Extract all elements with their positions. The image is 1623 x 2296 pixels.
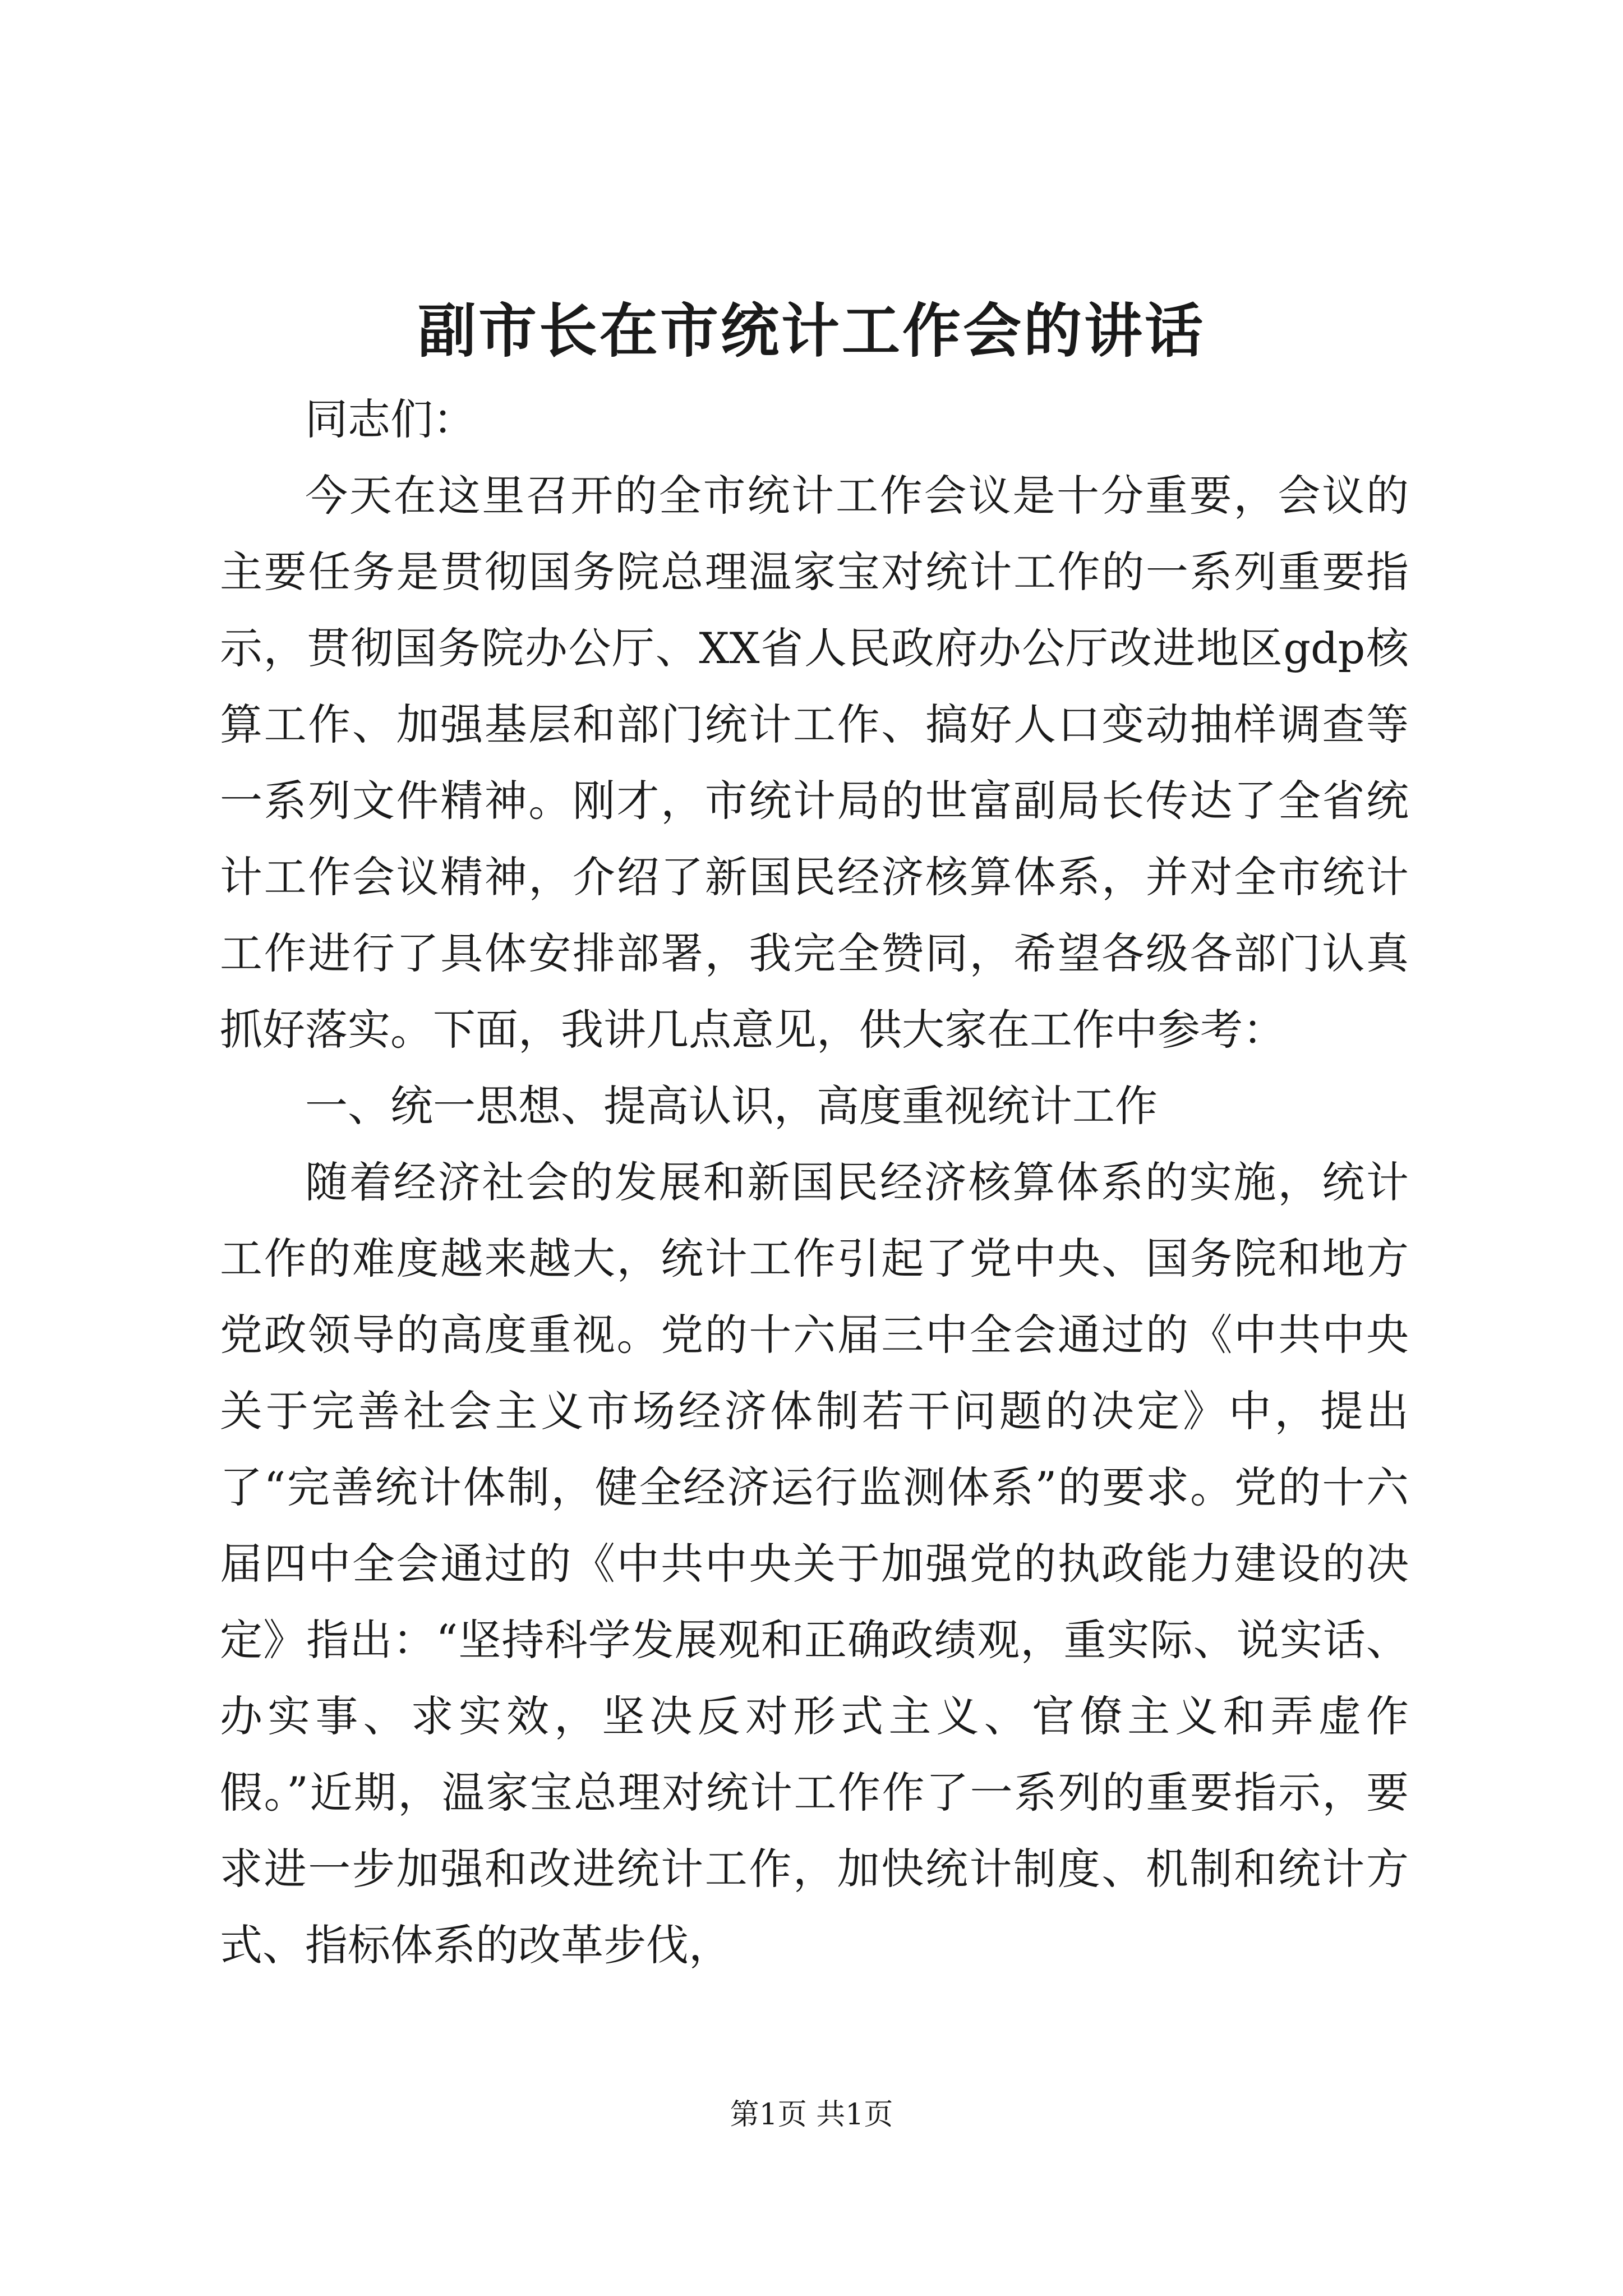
- document-title: 副市长在市统计工作会的讲话: [417, 296, 1205, 365]
- document-body: [220, 381, 1409, 1984]
- section-heading-1: 一、统一思想、提高认识，高度重视统计工作: [305, 1081, 1158, 1131]
- page-number-footer: 第1页 共1页: [730, 2098, 893, 2132]
- paragraph-intro: 今天在这里召开的全市统计工作会议是十分重要，会议的主要任务是贯彻国务院总理温家宝对统计工作的一系列重要指示，贯彻国务院办公厅、XX省人民政府办公厅改进地区gdp核算工作、加强基层和部门统计工作、搞好人口变动抽样调查等一系列文件精神。刚才，市统计局的世富副局长传达了全省统计工作会议精神，介绍了新国民经济核算体系，并对全市统计工作进行了具体安排部署，我完全赞同，希望各级各部门认真抓好落实。下面，我讲几点意见，供大家在工作中参考：: [220, 471, 1409, 1055]
- paragraph-section-1: 随着经济社会的发展和新国民经济核算体系的实施，统计工作的难度越来越大，统计工作引起了党中央、国务院和地方党政领导的高度重视。党的十六届三中全会通过的《中共中央关于完善社会主义市场经济体制若干问题的决定》中，提出了“完善统计体制，健全经济运行监测体系”的要求。党的十六届四中全会通过的《中共中央关于加强党的执政能力建设的决定》指出：“坚持科学发展观和正确政绩观，重实际、说实话、办实事、求实效，坚决反对形式主义、官僚主义和弄虚作假。”近期，温家宝总理对统计工作作了一系列的重要指示，要求进一步加强和改进统计工作，加快统计制度、机制和统计方式、指标体系的改革步伐，: [220, 1157, 1409, 1970]
- salutation: 同志们：: [305, 394, 476, 444]
